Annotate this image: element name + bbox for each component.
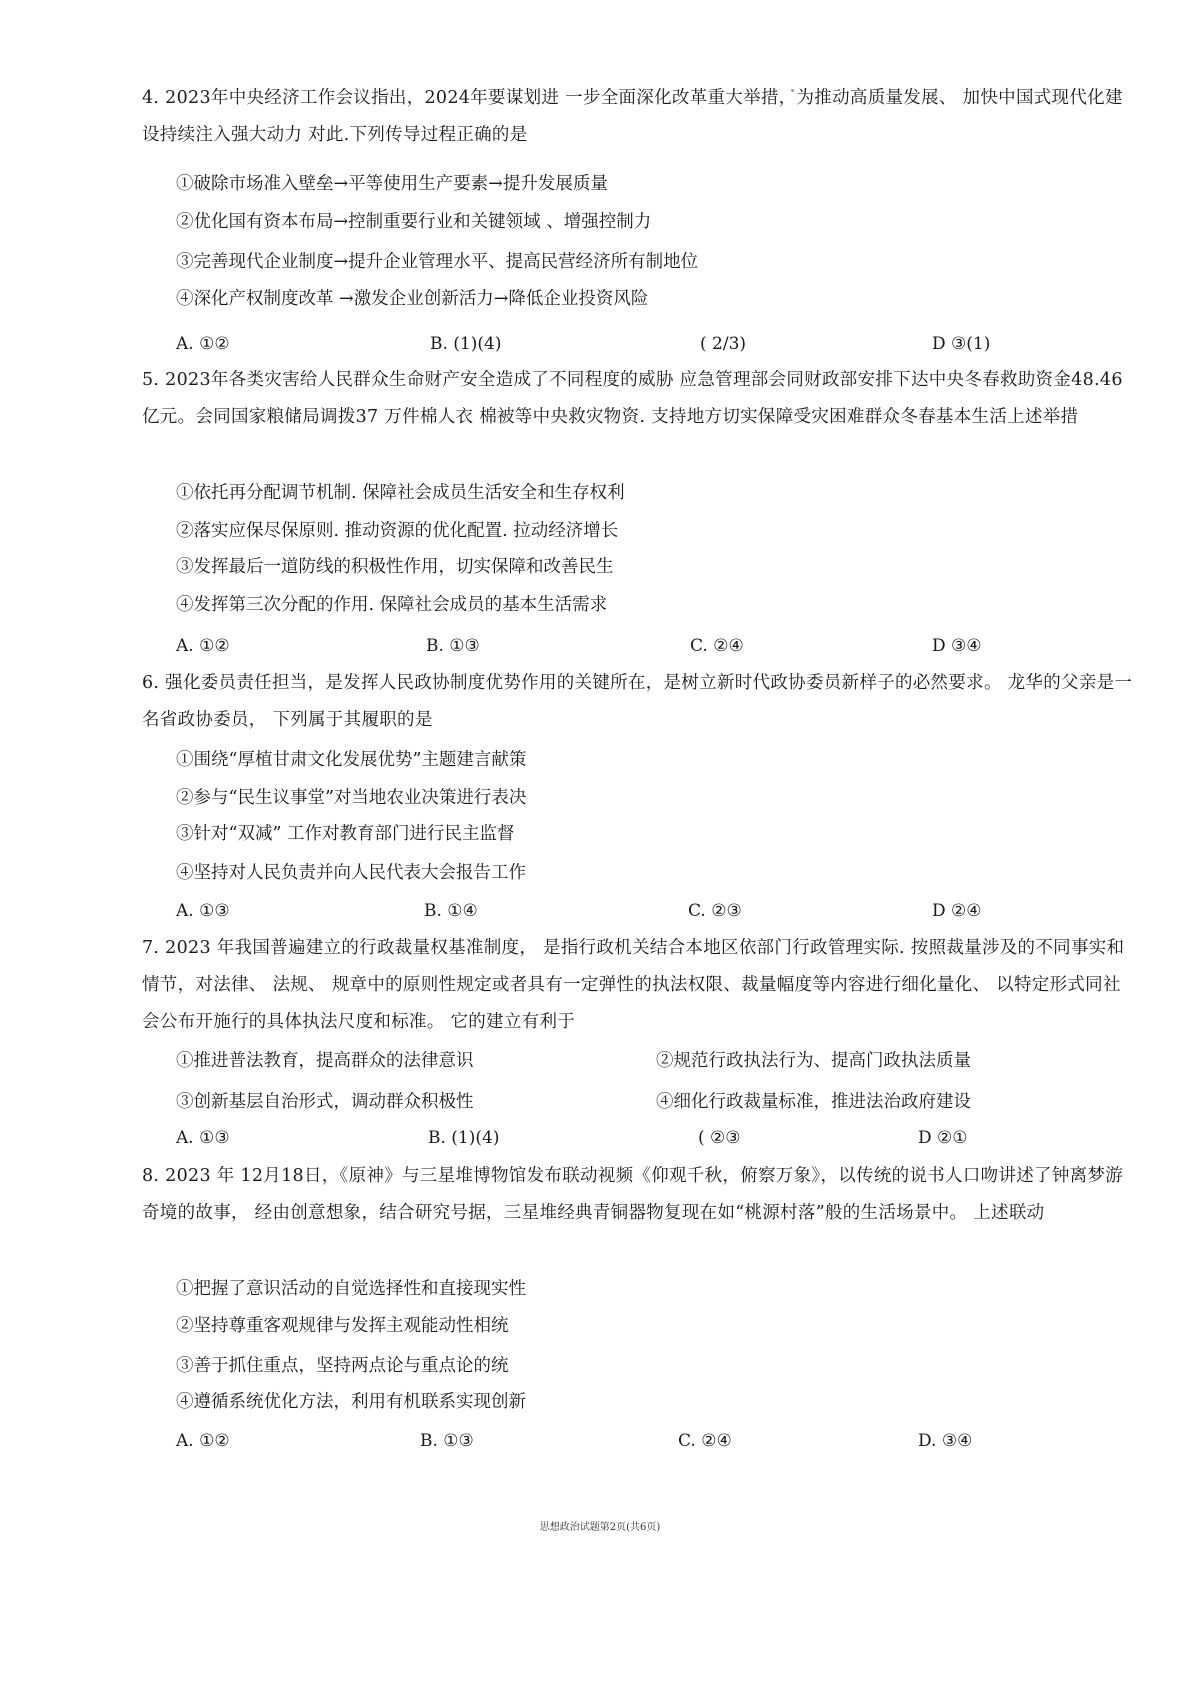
question-8-item-3: ③善于抓住重点，坚持两点论与重点论的统 <box>176 1356 509 1376</box>
question-5-item-2: ②落实应保尽保原则. 推动资源的优化配置. 拉动经济增长 <box>176 521 619 541</box>
question-7-option-d: D ②① <box>918 1128 968 1148</box>
question-7-option-b: B. (1)(4) <box>428 1128 500 1148</box>
question-4-item-3: ③完善现代企业制度→提升企业管理水平、提高民营经济所有制地位 <box>176 252 699 272</box>
question-4-option-c: ( 2/3) <box>700 334 747 354</box>
question-8-item-4: ④遵循系统优化方法，利用有机联系实现创新 <box>176 1392 526 1412</box>
question-6-item-1: ①围绕“厚植甘肃文化发展优势”主题建言献策 <box>176 750 527 770</box>
question-4-option-a: A. ①② <box>176 334 230 354</box>
question-8-item-2: ②坚持尊重客观规律与发挥主观能动性相统 <box>176 1316 509 1336</box>
question-6-item-2: ②参与“民生议事堂”对当地农业决策进行表决 <box>176 788 527 808</box>
question-4-stem: 4. 2023年中央经济工作会议指出，2024年要谋划进 一步全面深化改革重大举措，为推动高质量发展、 加快中国式现代化建设持续注入强大动力 对此.下列传导过程正确的是 <box>142 88 1123 145</box>
question-5-option-a: A. ①② <box>176 636 230 656</box>
question-6-option-a: A. ①③ <box>176 901 230 921</box>
question-8-option-c: C. ②④ <box>678 1431 732 1451</box>
question-7-option-c: ( ②③ <box>698 1128 741 1148</box>
question-5-item-4: ④发挥第三次分配的作用. 保障社会成员的基本生活需求 <box>176 595 608 615</box>
question-6-option-c: C. ②③ <box>688 901 742 921</box>
question-4-item-1: ①破除市场准入壁垒→平等使用生产要素→提升发展质量 <box>176 174 608 194</box>
question-6-stem: 6. 强化委员责任担当，是发挥人民政协制度优势作用的关键所在，是树立新时代政协委员新样子的必然要求。 龙华的父亲是一名省政协委员， 下列属于其履职的是 <box>142 673 1133 730</box>
question-8-option-a: A. ①② <box>176 1431 230 1451</box>
question-5-item-1: ①依托再分配调节机制. 保障社会成员生活安全和生存权利 <box>176 483 625 503</box>
question-6-option-d: D ②④ <box>932 901 982 921</box>
question-7-item-3: ③创新基层自治形式，调动群众积极性 <box>176 1092 474 1112</box>
question-4-option-d: D ③(1) <box>932 334 991 354</box>
question-7-item-4: ④细化行政裁量标准，推进法治政府建设 <box>656 1092 971 1112</box>
question-7-item-2: ②规范行政执法行为、提高门政执法质量 <box>656 1051 971 1071</box>
question-5-stem: 5. 2023年各类灾害给人民群众生命财产安全造成了不同程度的威胁 应急管理部会同财政部安排下达中央冬春救助资金48.46 亿元。会同国家粮储局调拨37 万件棉人衣 棉被等中央救灾物资. 支持地方切实保障受灾困难群众冬春基本生活上述举措 <box>142 370 1123 427</box>
question-5-item-3: ③发挥最后一道防线的积极性作用，切实保障和改善民生 <box>176 557 614 577</box>
question-6-item-3: ③针对“双减” 工作对教育部门进行民主监督 <box>176 824 515 844</box>
question-8-item-1: ①把握了意识活动的自觉选择性和直接现实性 <box>176 1279 526 1299</box>
question-8-option-d: D. ③④ <box>918 1431 973 1451</box>
question-4-item-4: ④深化产权制度改革 →激发企业创新活力→降低企业投资风险 <box>176 289 649 309</box>
page-footer: 思想政治试题第2页(共6页) <box>539 1522 661 1533</box>
question-8-option-b: B. ①③ <box>420 1431 474 1451</box>
question-6-item-4: ④坚持对人民负责并向人民代表大会报告工作 <box>176 863 526 883</box>
question-4-item-2: ②优化国有资本布局→控制重要行业和关键领域 、增强控制力 <box>176 212 652 232</box>
question-5-option-b: B. ①③ <box>426 636 480 656</box>
question-5-option-c: C. ②④ <box>690 636 744 656</box>
question-5-option-d: D ③④ <box>932 636 982 656</box>
question-7-stem: 7. 2023 年我国普遍建立的行政裁量权基准制度， 是指行政机关结合本地区依部门行政管理实际. 按照裁量涉及的不同事实和情节，对法律、 法规、 规章中的原则性规定或者具有一定弹性的执法权限、裁量幅度等内容进行细化量化、 以特定形式同社会公布开施行的具体执法尺度和标准。 它的建立有利于 <box>142 938 1125 1032</box>
question-4-option-b: B. (1)(4) <box>430 334 502 354</box>
question-7-option-a: A. ①③ <box>176 1128 230 1148</box>
question-8-stem: 8. 2023 年 12月18日，《原神》与三星堆博物馆发布联动视频《仰观千秋，俯察万象》，以传统的说书人口吻讲述了钟离梦游奇境的故事， 经由创意想象，结合研究号据，三星堆经典青铜器物复现在如“桃源村落”般的生活场景中。 上述联动 <box>142 1166 1124 1223</box>
question-7-item-1: ①推进普法教育，提高群众的法律意识 <box>176 1051 474 1071</box>
question-6-option-b: B. ①④ <box>424 901 478 921</box>
